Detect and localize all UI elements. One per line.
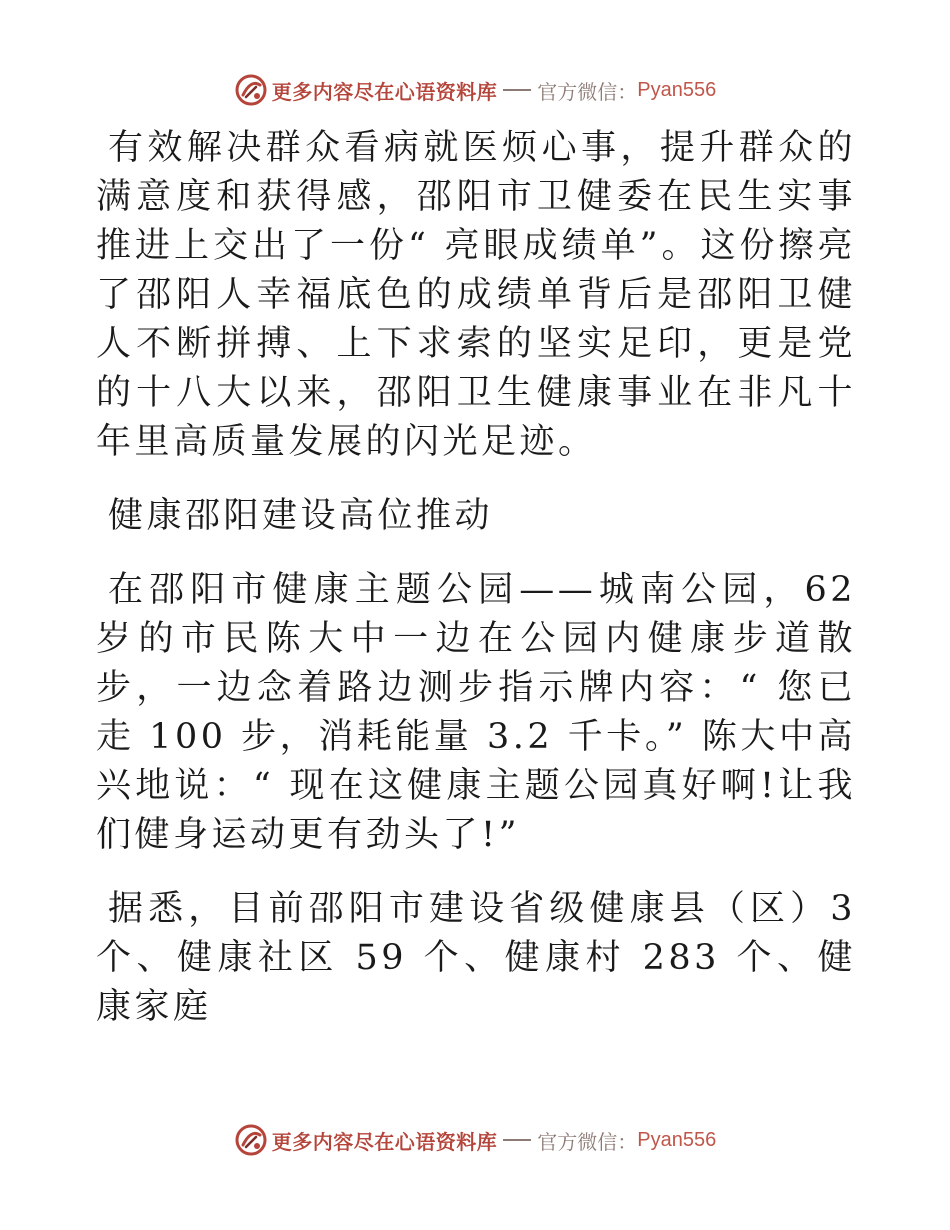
footer-banner <box>0 1120 950 1160</box>
banner-text: 更多内容尽在心语资料库 <box>271 79 498 104</box>
banner-separator <box>503 89 531 91</box>
seal-logo-icon <box>234 73 268 107</box>
banner-text: 更多内容尽在心语资料库 <box>271 1129 498 1154</box>
document-body <box>96 124 856 1057</box>
paragraph-stats: 据悉，目前邵阳市建设省级健康县（区）3 个、健康社区 59 个、健康村 283 个、健康家庭 <box>96 889 856 1027</box>
wechat-label: 官方微信： <box>537 79 638 104</box>
wechat-id: Pyan556 <box>637 1128 717 1151</box>
banner-separator <box>503 1139 531 1141</box>
paragraph-park: 在邵阳市健康主题公园——城南公园，62 岁的市民陈大中一边在公园内健康步道散步，一边念着路边测步指示牌内容：“ 您已走 100 步，消耗能量 3.2 千卡。” 陈大中高兴地说：“ 现在这健康主题公园真好啊!让我们健身运动更有劲头了!” <box>96 570 856 855</box>
wechat-id: Pyan556 <box>637 78 717 101</box>
paragraph-intro: 有效解决群众看病就医烦心事，提升群众的满意度和获得感，邵阳市卫健委在民生实事推进上交出了一份“ 亮眼成绩单”。这份擦亮了邵阳人幸福底色的成绩单背后是邵阳卫健人不断拼搏、上下求索的坚实足印，更是党的十八大以来，邵阳卫生健康事业在非凡十年里高质量发展的闪光足迹。 <box>96 128 856 462</box>
header-banner <box>0 70 950 110</box>
section-heading: 健康邵阳建设高位推动 <box>108 496 494 536</box>
seal-logo-icon <box>234 1123 268 1157</box>
wechat-label: 官方微信： <box>537 1129 638 1154</box>
